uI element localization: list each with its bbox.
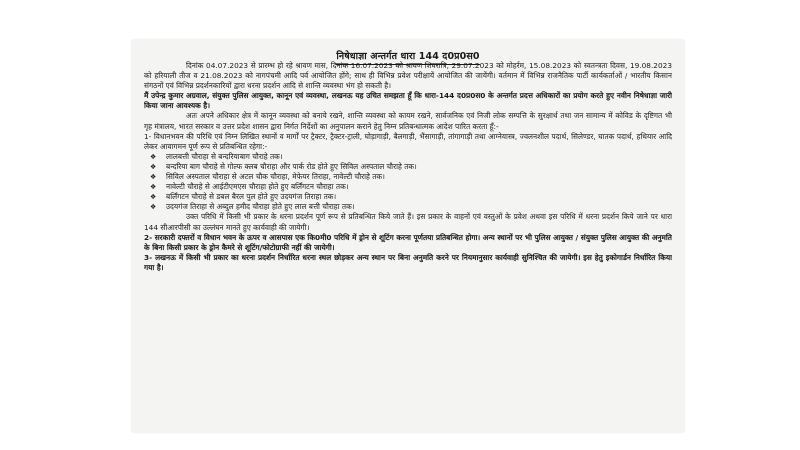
document-page — [132, 40, 684, 432]
list-item — [144, 192, 672, 202]
point-1-closing: उक्त परिधि में किसी भी प्रकार के धरना प्रदर्शन पूर्ण रूप से प्रतिबन्धित किये जाते हैं। इस प्रकार के वाहनों एवं वस्तुओं के प्रवेश अथवा इस परिधि में धरना प्रदर्शन किये जाने पर धारा 144 सीआरपीसी का उल्लंघन मानते हुए कार्यवाही की जायेगी। — [144, 212, 672, 232]
point-3: 3- लखनऊ में किसी भी प्रकार का धरना प्रदर्शन निर्धारित धरना स्थल छोड़कर अन्य स्थान पर बिना अनुमति करने पर नियमानुसार कार्यवाही सुनिश्चित की जायेगी। इस हेतु इकोगार्डन निर्धारित किया गया है। — [144, 252, 672, 272]
list-item-text: बर्लिंगटन चौराहे से डबल बैरल पुल होते हुए उदयगंज तिराहा तक। — [166, 192, 337, 202]
list-item — [144, 172, 672, 182]
list-item — [144, 152, 672, 162]
document-body — [144, 61, 672, 428]
diamond-bullet-icon: ❖ — [150, 173, 157, 182]
diamond-bullet-icon: ❖ — [150, 203, 157, 212]
list-item-text: उदयगंज तिराहा से अब्दुल हमीद चौराहा होते हुए लाल बत्ती चौराहा तक। — [166, 202, 355, 212]
declaration-paragraph: मैं उपेन्द्र कुमार अग्रवाल, संयुक्त पुलिस आयुक्त, कानून एवं व्यवस्था, लखनऊ यह उचित समझता हूँ कि धारा-144 द0प्र0स0 के अन्तर्गत प्रदत्त अधिकारों का प्रयोग करते हुए नवीन निषेधाज्ञा जारी किया जाना आवश्यक है। — [144, 91, 672, 111]
list-item-text: सिविल अस्पताल चौराहा से अटल चौक चौराहा, मेफेयर तिराहा, नावेल्टी चौराहे तक। — [166, 172, 385, 182]
diamond-bullet-icon: ❖ — [150, 152, 157, 161]
diamond-bullet-icon: ❖ — [150, 183, 157, 192]
diamond-bullet-icon: ❖ — [150, 193, 157, 202]
order-intro-paragraph: अतः अपने अधिकार क्षेत्र में कानून व्यवस्था को बनाये रखने, शान्ति व्यवस्था को कायम रखने, सार्वजनिक एवं निजी लोक सम्पत्ति के सुरक्षार्थ तथा जन सामान्य में कोविड के दृष्टिगत भी गृह मंत्रालय, भारत सरकार व उत्तर प्रदेश शासन द्वारा निर्गत निर्देशों का अनुपालन कराने हेतु निम्न प्रतिबन्धात्मक आदेश पारित करता हूँ:- — [144, 111, 672, 131]
list-item-text: बन्दरिया बाग चौराहे से गोल्फ क्लब चौराहा और पार्क रोड होते हुए सिविल अस्पताल चौराहे तक। — [166, 161, 417, 171]
list-item — [144, 182, 672, 192]
point-2: 2- सरकारी दफ्तरों व विधान भवन के ऊपर व आसपास एक कि0मी0 परिधि में ड्रोन से शूटिंग करना पूर्णतया प्रतिबन्धित होगा। अन्य स्थानों पर भी पुलिस आयुक्त / संयुक्त पुलिस आयुक्त की अनुमति के बिना किसी प्रकार के ड्रोन कैमरे से शूटिंग/फोटोग्राफी नहीं की जायेगी। — [144, 232, 672, 252]
route-list — [144, 152, 672, 213]
list-item-text: लालबत्ती चौराहा से बन्दरियाबाग चौराहे तक। — [166, 151, 283, 161]
list-item — [144, 202, 672, 212]
document-title: निषेधाज्ञा अन्तर्गत धारा 144 द0प्र0स0 — [336, 51, 479, 65]
point-1: 1- विधानभवन की परिधि एवं निम्न लिखित स्थानों व मार्गों पर ट्रैक्टर, ट्रैक्टर-ट्राली, घोड़ागाड़ी, बैलगाड़ी, भैंसागाड़ी, तांगागाड़ी तथा आग्नेयास्त्र, ज्वलनशील पदार्थ, सिलेण्डर, घातक पदार्थ, हथियार आदि लेकर आवागमन पूर्ण रूप से प्रतिबन्धित रहेगा:- — [144, 131, 672, 151]
diamond-bullet-icon: ❖ — [150, 162, 157, 171]
intro-paragraph: दिनांक 04.07.2023 से प्रारम्भ हो रहे श्रावण मास, दिनांक 16.07.2023 को श्रावण शिवरात्रि, 29.07.2023 को मोहर्रम, 15.08.2023 को स्वतन्त्रता दिवस, 19.08.2023 को हरियाली तीज व 21.08.2023 को नागपंचमी आदि पर्व आयोजित होंगे; साथ ही विभिन्न प्रवेश परीक्षायें आयोजित की जायेंगी। वर्तमान में विभिन्न राजनैतिक पार्टी कार्यकर्ताओं / भारतीय किसान संगठनों एवं विभिन्न प्रदर्शनकारियों द्वारा धरना प्रदर्शन आदि से शान्ति व्यवस्था भंग हो सकती है। — [144, 61, 672, 91]
list-item — [144, 162, 672, 172]
list-item-text: नावेल्टी चौराहे से आईटीएमएस चौराहा होते हुए बर्लिंगटन चौराहा तक। — [166, 182, 349, 192]
